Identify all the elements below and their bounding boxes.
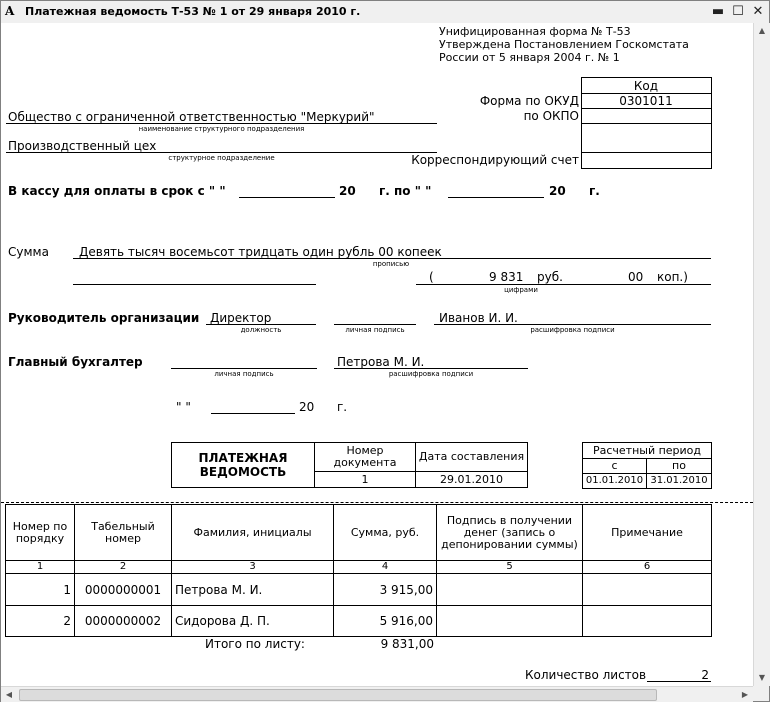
table-row-2-sum: 5 916,00 [333, 605, 437, 637]
head-label: Руководитель организации [8, 311, 200, 325]
date-year: 20 [299, 400, 315, 414]
vertical-scrollbar[interactable] [753, 23, 770, 686]
code-header: Код [633, 79, 659, 93]
sum-words-caption: прописью [372, 260, 410, 268]
table-row-1-number: 1 [5, 573, 75, 606]
sum-kopecks: 00 [628, 270, 644, 284]
division-caption: структурное подразделение [168, 154, 275, 162]
doc-title-line-1: ПЛАТЕЖНАЯ [198, 451, 288, 465]
sum-rub-label: руб. [537, 270, 563, 284]
scroll-right-icon[interactable]: ▶ [741, 690, 749, 699]
maximize-icon[interactable]: ☐ [732, 4, 744, 19]
document-body [1, 23, 753, 686]
col-header-signature: Подпись в получении денег (запись о депонировании суммы) [436, 504, 583, 561]
table-row-2-name: Сидорова Д. П. [171, 605, 334, 637]
table-row-1-name: Петрова М. И. [171, 573, 334, 606]
sum-rubles: 9 831 [489, 270, 524, 284]
close-icon[interactable]: ✕ [752, 4, 764, 19]
scroll-left-icon[interactable]: ◀ [5, 690, 13, 699]
doc-number-header: Номер документа [314, 442, 416, 472]
head-position: Директор [210, 311, 272, 325]
payment-year-2: 20 [549, 184, 566, 198]
col-number: 6 [582, 560, 712, 574]
accountant-sign-caption: личная подпись [214, 370, 274, 378]
table-row-2-signature [436, 605, 583, 637]
total-label: Итого по листу: [205, 637, 305, 651]
col-header-sum: Сумма, руб. [333, 504, 437, 561]
scroll-down-icon[interactable]: ▼ [758, 673, 766, 682]
doc-date-value: 29.01.2010 [415, 471, 528, 488]
title-bar[interactable] [1, 1, 769, 24]
table-row-2-number: 2 [5, 605, 75, 637]
table-row-1-note [582, 573, 712, 606]
accountant-name-caption: расшифровка подписи [388, 370, 474, 378]
table-row-1-sum: 3 915,00 [333, 573, 437, 606]
col-number: 5 [436, 560, 583, 574]
form-line-2: Утверждена Постановлением Госкомстата [439, 38, 689, 51]
accountant-name: Петрова М. И. [337, 355, 425, 369]
horizontal-scrollbar[interactable] [1, 686, 753, 702]
col-header-number: Номер по порядку [5, 504, 75, 561]
head-name: Иванов И. И. [439, 311, 518, 325]
sheets-count-value: 2 [701, 668, 709, 682]
col-number: 2 [74, 560, 172, 574]
sum-label: Сумма [8, 245, 49, 259]
period-to-value: 31.01.2010 [646, 473, 712, 489]
sheets-count-label: Количество листов [525, 668, 647, 682]
sum-kop-label: коп.) [657, 270, 688, 284]
period-from-value: 01.01.2010 [582, 473, 647, 489]
table-row-2-tab: 0000000002 [74, 605, 172, 637]
date-g: г. [337, 400, 348, 414]
document-icon: A [5, 4, 15, 18]
doc-number-value: 1 [314, 471, 416, 488]
period-to-label: по [646, 458, 712, 474]
form-approval-block [439, 25, 689, 64]
okud-label: Форма по ОКУД [479, 94, 579, 108]
head-sign-caption: личная подпись [345, 326, 405, 334]
sum-open-paren: ( [429, 270, 434, 284]
table-row-1-tab: 0000000001 [74, 573, 172, 606]
table-row-1-signature [436, 573, 583, 606]
col-header-name: Фамилия, инициалы [171, 504, 334, 561]
col-number: 3 [171, 560, 334, 574]
date-quote: " " [176, 400, 191, 414]
division-name: Производственный цех [8, 139, 157, 153]
horizontal-scroll-thumb[interactable] [19, 689, 657, 701]
payment-year-1: 20 [339, 184, 356, 198]
sum-in-words: Девять тысяч восемьсот тридцать один рубль 00 копеек [79, 245, 442, 259]
corr-account-label: Корреспондирующий счет [411, 153, 579, 167]
window-title: Платежная ведомость Т-53 № 1 от 29 января 2010 г. [25, 5, 361, 18]
table-row-2-note [582, 605, 712, 637]
period-header: Расчетный период [582, 442, 712, 459]
minimize-icon[interactable]: ▬ [711, 4, 725, 19]
accountant-label: Главный бухгалтер [8, 355, 143, 369]
payment-g: г. [589, 184, 600, 198]
head-position-caption: должность [240, 326, 282, 334]
period-from-label: с [582, 458, 647, 474]
col-header-tab-number: Табельный номер [74, 504, 172, 561]
organization-name: Общество с ограниченной ответственностью "Меркурий" [8, 110, 375, 124]
scrollbar-corner [753, 686, 769, 701]
head-name-caption: расшифровка подписи [530, 326, 615, 334]
doc-title-line-2: ВЕДОМОСТЬ [199, 465, 287, 479]
col-number: 1 [5, 560, 75, 574]
form-line-1: Унифицированная форма № Т-53 [439, 25, 631, 38]
total-value: 9 831,00 [380, 637, 434, 651]
okud-value: 0301011 [619, 94, 673, 108]
page-break-line [1, 502, 753, 503]
okpo-label: по ОКПО [523, 109, 579, 123]
doc-date-header: Дата составления [415, 442, 528, 472]
payment-term-label: В кассу для оплаты в срок с " " [8, 184, 226, 198]
doc-title-cell [171, 442, 315, 488]
sum-digits-caption: цифрами [504, 286, 538, 294]
organization-caption: наименование структурного подразделения [138, 125, 305, 133]
scroll-up-icon[interactable]: ▲ [758, 26, 766, 35]
payment-to-label: г. по " " [379, 184, 432, 198]
form-line-3: России от 5 января 2004 г. № 1 [439, 51, 620, 64]
col-header-note: Примечание [582, 504, 712, 561]
col-number: 4 [333, 560, 437, 574]
